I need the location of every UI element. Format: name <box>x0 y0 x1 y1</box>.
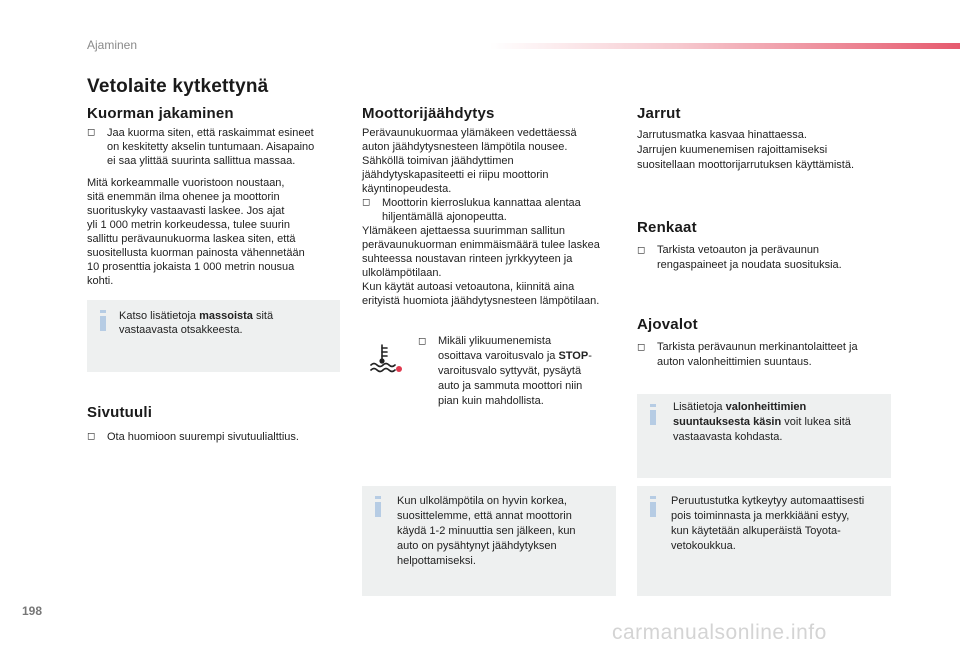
text-line: Kun käytät autoasi vetoautona, kiinnitä aina <box>362 281 575 293</box>
text-line: auton jäähdytysnesteen lämpötila nousee. <box>362 141 568 153</box>
text-line: Jarrujen kuumenemisen rajoittamiseksi <box>637 144 828 156</box>
ajovalot-bullet <box>637 340 897 370</box>
page-title: Vetolaite kytkettynä <box>87 76 269 97</box>
text-line: Perävaunukuormaa ylämäkeen vedettäessä <box>362 127 577 139</box>
text-line: Katso lisätietoja massoista sitä <box>119 310 274 322</box>
text-line: auton valonheittimien suuntaus. <box>657 356 812 368</box>
text-line: suosittelemme, että annat moottorin <box>397 510 572 522</box>
renkaat-bullet <box>637 243 897 273</box>
text-line: Jaa kuorma siten, että raskaimmat esineet <box>107 127 314 139</box>
heading-renkaat: Renkaat <box>637 219 697 236</box>
heading-moottorijaahdytys: Moottorijäähdytys <box>362 105 495 122</box>
text-line: Kun ulkolämpötila on hyvin korkea, <box>397 495 567 507</box>
text-line: on keskitetty akselin tuntumaan. Aisapaino <box>107 141 315 153</box>
heading-kuorman-jakaminen: Kuorman jakaminen <box>87 105 234 122</box>
kuorman-paragraph <box>87 176 342 288</box>
header-accent-bar <box>490 43 960 49</box>
jarrut-text <box>637 128 897 173</box>
info-box-peruutustutka <box>637 486 891 596</box>
text-line: Ota huomioon suurempi sivutuulialttius. <box>107 431 299 443</box>
bullet-square-icon: ◻ <box>637 245 646 256</box>
kuorman-bullet <box>87 126 342 168</box>
text-line: helpottamiseksi. <box>397 555 476 567</box>
text-line: pois toiminnasta ja merkkiääni estyy, <box>671 510 850 522</box>
watermark: carmanualsonline.info <box>612 621 827 644</box>
text-line: Sähköllä toimivan jäähdyttimen <box>362 155 514 167</box>
bullet-square-icon: ◻ <box>87 127 96 138</box>
text-line: Tarkista vetoauton ja perävaunun <box>657 244 820 256</box>
bullet-square-icon: ◻ <box>637 342 646 353</box>
text-line: Lisätietoja valonheittimien <box>673 401 807 413</box>
text-line: pian kuin mahdollista. <box>438 395 544 407</box>
bullet-square-icon: ◻ <box>362 197 371 208</box>
heading-ajovalot: Ajovalot <box>637 316 698 333</box>
text-line: vastaavasta otsakkeesta. <box>119 324 243 336</box>
text-line: suorituskyky vastaavasti laskee. Jos ajat <box>87 205 285 217</box>
heading-jarrut: Jarrut <box>637 105 681 122</box>
text-line: vetokoukkua. <box>671 540 736 552</box>
text-line: auto on pysähtynyt jäähdytyksen <box>397 540 557 552</box>
sivutuuli-bullet <box>87 430 342 444</box>
text-line: rengaspaineet ja noudata suosituksia. <box>657 259 842 271</box>
text-line: 10 prosenttia jokaista 1 000 metrin nousua <box>87 261 295 273</box>
text-line: kohti. <box>87 275 114 287</box>
section-label: Ajaminen <box>87 38 138 52</box>
text-line: Mikäli ylikuumenemista <box>438 335 552 347</box>
text-line: Jarrutusmatka kasvaa hinattaessa. <box>637 129 807 141</box>
text-line: vastaavasta kohdasta. <box>673 431 783 443</box>
text-line: käyntinopeudesta. <box>362 183 452 195</box>
text-line: auto ja sammuta moottori niin <box>438 380 583 392</box>
heading-sivutuuli: Sivutuuli <box>87 404 153 421</box>
info-box-ulkolampotila <box>362 486 616 596</box>
text-line: hiljentämällä ajonopeutta. <box>382 211 507 223</box>
text-line: osoittava varoitusvalo ja STOP- <box>438 350 592 362</box>
text-line: Ylämäkeen ajettaessa suurimman sallitun <box>362 225 565 237</box>
text-line: sitä enemmän ilma ohenee ja moottorin <box>87 191 280 203</box>
text-line: perävaunukuorman enimmäismäärä tulee laskea <box>362 239 600 251</box>
info-box-massoista <box>87 300 340 372</box>
text-line: suositellaan moottorijarrutuksen käyttämistä. <box>637 159 855 171</box>
moottorijaahdytys-text <box>362 126 620 308</box>
text-line: erityistä huomiota jäähdytysnesteen lämpötilaan. <box>362 295 600 307</box>
text-line: varoitusvalo syttyvät, pysäytä <box>438 365 582 377</box>
text-line: ulkolämpötilaan. <box>362 267 442 279</box>
page-number: 198 <box>22 604 43 618</box>
text-line: ei saa ylittää suurinta sallittua massaa. <box>107 155 296 167</box>
text-line: sallittu perävaunukuorma laskea siten, että <box>87 233 296 245</box>
coolant-temperature-warning-icon <box>368 342 404 374</box>
bullet-square-icon: ◻ <box>418 336 427 347</box>
text-line: käydä 1-2 minuuttia sen jälkeen, kun <box>397 525 576 537</box>
text-line: Moottorin kierroslukua kannattaa alentaa <box>382 197 581 209</box>
text-line: suhteessa noustavan rinteen jyrkkyyteen ja <box>362 253 573 265</box>
text-line: jäähdytyskapasiteetti ei riipu moottorin <box>362 169 549 181</box>
text-line: kun käytetään alkuperäistä Toyota- <box>671 525 841 537</box>
text-line: suositellusta kuorman painosta vähennetään <box>87 247 305 259</box>
text-line: Mitä korkeammalle vuoristoon noustaan, <box>87 177 285 189</box>
coolant-warning-text <box>418 334 618 409</box>
text-line: Tarkista perävaunun merkinantolaitteet ja <box>657 341 858 353</box>
text-line: yli 1 000 metrin korkeudessa, tulee suurin <box>87 219 290 231</box>
text-line: suuntauksesta käsin voit lukea sitä <box>673 416 851 428</box>
bullet-square-icon: ◻ <box>87 431 96 442</box>
info-box-valonheittimet <box>637 394 891 478</box>
text-line: Peruutustutka kytkeytyy automaattisesti <box>671 495 865 507</box>
